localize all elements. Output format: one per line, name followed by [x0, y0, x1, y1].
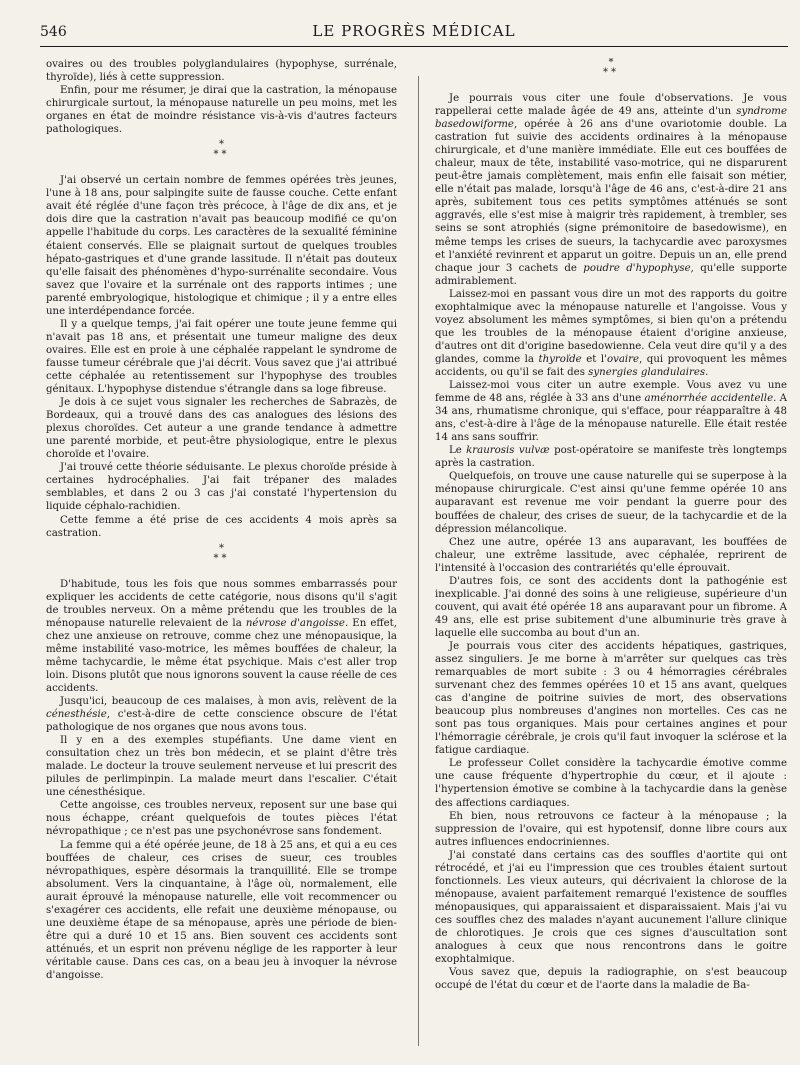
right-column [435, 58, 787, 1058]
paragraph: D'autres fois, ce sont des accidents dont la pathogénie est inexplicable. J'ai donné des soins à une religieuse, supérieure d'un couvent, qui avait été opérée 18 ans auparavant pour un fibrome. A 49 ans, elle est prise subitement d'une albuminurie très grave à laquelle elle succomba au bout d'un an. [435, 575, 787, 639]
text-run: Jusqu'ici, beaucoup de ces malaises, à mon avis, relèvent de la [60, 696, 397, 708]
paragraph [46, 578, 397, 695]
section-separator [46, 140, 397, 170]
separator-star: * [221, 552, 230, 564]
italic-term: poudre d'hypophyse [583, 262, 691, 274]
italic-term: aménorrhée accidentelle [644, 393, 774, 405]
text-run: Laissez-moi vous citer un autre exemple. Vous avez vu une femme de 48 ans, réglée à 33 ans d'une [435, 380, 787, 405]
paragraph: Eh bien, nous retrouvons ce facteur à la ménopause ; la suppression de l'ovaire, qui est hypotensif, donne libre cours aux autres influences endocriniennes. [435, 810, 787, 848]
italic-term: névrose d'angoisse [245, 617, 345, 629]
article-body [46, 58, 786, 1058]
separator-star: * [611, 67, 619, 78]
separator-star: * [219, 139, 224, 151]
paragraph [46, 695, 397, 734]
paragraph: Vous savez que, depuis la radiographie, on s'est beaucoup occupé de l'état du cœur et de l'aorte dans la maladie de Ba- [435, 967, 787, 992]
column-rule [418, 76, 419, 1046]
text-run: . En effet, chez une anxieuse on retrouve, comme chez une ménopausique, la même instabilité vaso-motrice, les mêmes bouffées de chaleur, la même tachycardie, le même état psychique. Mais c'est aller trop loin. Disons plutôt que nous ignorons souvent la cause réelle de ces accidents. [46, 617, 397, 694]
paragraph: J'ai constaté dans certains cas des souffles d'aortite qui ont rétrocédé, et j'ai eu l'impression que ces troubles étaient surtout fonctionnels. Les vieux auteurs, qui décrivaient la chlorose de la ménopause, avaient parfaitement remarqué l'existence de souffles ménopausiques, qui apparaissaient et disparaissaient. Mais j'ai vu ces souffles chez des malades n'ayant aucunement l'allure clinique de chlorotiques. Je crois que ces signes d'auscultation sont analogues à ceux que nous rencontrons dans le goitre exophtalmique. [435, 849, 787, 966]
text-run: Le [449, 445, 467, 457]
paragraph: Il y a quelque temps, j'ai fait opérer une toute jeune femme qui n'avait pas 18 ans, et présentait une tumeur maligne des deux ovaires. Elle est en proie à une céphalée rappelant le syndrome de fausse tumeur cérébrale que j'ai décrit. Vous savez que j'ai attribué cette céphalée au retentissement sur l'hypophyse des troubles génitaux. L'hypophyse distendue s'étrangle dans sa loge fibreuse. [46, 318, 397, 396]
paragraph: J'ai trouvé cette théorie séduisante. Le plexus choroïde préside à certaines hydrocéphalies. J'ai fait trépaner des malades semblables, et dans 2 ou 3 cas j'ai constaté l'hypertension du liquide céphalo-rachidien. [46, 462, 397, 513]
section-separator [46, 544, 397, 574]
italic-term: thyroïde [538, 353, 582, 365]
text-run: Je pourrais vous citer une foule d'observations. Je vous rappellerai cette malade âgée de 49 ans, atteinte d'un [435, 93, 787, 118]
text-run: , c'est-à-dire de cette conscience obscure de l'état pathologique de nos organes que nous avons tous. [46, 709, 397, 734]
paragraph: Cette angoisse, ces troubles nerveux, reposent sur une base qui nous échappe, créant quelquefois de toutes pièces l'état névropathique ; ce n'est pas une psychonévrose sans fondement. [46, 800, 397, 838]
paragraph: ovaires ou des troubles polyglandulaires (hypophyse, surrénale, thyroïde), liés à cette suppression. [46, 59, 397, 84]
separator-star: * [213, 552, 222, 564]
journal-title: LE PROGRÈS MÉDICAL [312, 22, 516, 40]
left-column [46, 58, 397, 1058]
paragraph: Le professeur Collet considère la tachycardie émotive comme une cause fréquente d'hypertrophie du cœur, et il ajoute : l'hypertension émotive se combine à la tachycardie dans la genèse des affections cardiaques. [435, 758, 787, 809]
text-run: , qui provoquent les mêmes accidents, ou qu'il se fait des [435, 353, 787, 378]
separator-star: * [603, 67, 611, 78]
text-run: . A 34 ans, rhumatisme chronique, qui s'efface, pour réapparaître à 48 ans, c'est-à-dire à l'âge de la ménopause naturelle. Elle était restée 14 ans sans souffrir. [435, 393, 787, 444]
text-run: , opérée à 26 ans d'une ovariotomie double. La castration fut suivie des accidents ordinaires à la ménopause chirurgicale, et d'une manière immédiate. Elle eut ces bouffées de chaleur, maux de tête, instabilité vaso-motrice, qui ne disparurent peut-être jamais complètement, mais enfin elle faisait son métier, elle n'était pas malade, lorsqu'à l'âge de 46 ans, c'est-à-dire 21 ans après, subitement tous ces petits symptômes atténués se sont aggravés, elle s'est mise à maigrir très rapidement, à trembler, ses seins se sont atrophiés (signe prémonitoire de basedowisme), en même temps les crises de sueurs, la tachycardie avec paroxysmes et l'anxiété revinrent et apparut un goitre. Depuis un an, elle prend chaque jour 3 cachets de [435, 119, 787, 274]
page-header [40, 10, 788, 47]
italic-term: synergies glandulaires [588, 366, 706, 378]
paragraph: Je pourrais vous citer des accidents hépatiques, gastriques, assez singuliers. Je me borne à m'arrêter sur quelques cas très remarquables de mort subite : 3 ou 4 hémorragies cérébrales survenant chez des femmes opérées 10 et 15 ans avant, quelques cas d'angine de poitrine suivies de mort, des observations beaucoup plus nombreuses d'angines non mortelles. Ces cas ne sont pas tous organiques. Mais pour certaines angines et pour l'hémorragie cérébrale, je crois qu'il faut invoquer la sclérose et la fatigue cardiaque. [435, 640, 787, 757]
paragraph: Cette femme a été prise de ces accidents 4 mois après sa castration. [46, 514, 397, 539]
italic-term: cénesthésie [46, 709, 107, 721]
paragraph: J'ai observé un certain nombre de femmes opérées très jeunes, l'une à 18 ans, pour salpingite suite de fausse couche. Cette enfant avait été réglée d'une façon très précoce, à l'âge de dix ans, et je dois dire que la castration n'avait pas beaucoup modifié ce qu'on appelle l'habitude du corps. Les caractères de la sexualité féminine étaient conservés. Elle se plaignait surtout de quelques troubles hépato-gastriques et d'une grande lassitude. Il n'était pas douteux qu'elle faisait des phénomènes d'hypo-surrénalite secondaire. Vous savez que l'ovaire et la surrénale ont des rapports intimes ; une parenté embryologique, histologique et chimique ; il y a entre elles une interdépendance forcée. [46, 175, 397, 317]
text-run: . [705, 366, 709, 378]
italic-term: ovaire [606, 353, 640, 365]
paragraph [435, 288, 787, 379]
text-run: post-opératoire se manifeste très longtemps après la castration. [435, 445, 787, 470]
paragraph: Quelquefois, on trouve une cause naturelle qui se superpose à la ménopause chirurgicale. C'est ainsi qu'une femme opérée 10 ans auparavant est revenue me voir pendant la guerre pour des bouffées de chaleur, des crises de sueur, de la tachycardie et de la dépression mélancolique. [435, 471, 787, 535]
page-number: 546 [40, 24, 67, 40]
text-run: , qu'elle supporte admirablement. [435, 262, 787, 287]
paragraph: Enfin, pour me résumer, je dirai que la castration, la ménopause chirurgicale surtout, la ménopause naturelle un peu moins, met les organes en état de moindre résistance vis-à-vis d'autres facteurs pathologiques. [46, 85, 397, 136]
section-separator [435, 58, 787, 88]
separator-star: * [608, 58, 614, 68]
paragraph: La femme qui a été opérée jeune, de 18 à 25 ans, et qui a eu ces bouffées de chaleur, ces crises de sueur, ces troubles névropathiques, espère désormais la tranquillité. Elle se trompe absolument. Vers la cinquantaine, à l'âge où, normalement, elle aurait éprouvé la ménopause naturelle, elle voit recommencer ou s'exagérer ces accidents, elle refait une deuxième ménopause, ou une deuxième étape de sa ménopause, après une période de bien-être qui a duré 10 et 15 ans. Bien souvent ces accidents sont atténués, et un esprit non prévenu néglige de les rapporter à leur véritable cause. Dans ces cas, on a beau jeu à invoquer la névrose d'angoisse. [46, 839, 397, 981]
separator-star: * [213, 149, 222, 161]
separator-star: * [221, 149, 230, 161]
paragraph [435, 92, 787, 288]
paragraph: Il y en a des exemples stupéfiants. Une dame vient en consultation chez un très bon médecin, et se plaint d'être très malade. Le docteur la trouve seulement nerveuse et lui prescrit des pilules de perlimpinpin. La malade meurt dans l'escalier. C'était une cénesthésique. [46, 735, 397, 799]
text-run: Laissez-moi en passant vous dire un mot des rapports du goitre exophtalmique avec la ménopause naturelle et l'angoisse. Vous y voyez absolument les mêmes symptômes, si bien qu'on a prétendu que les troubles de la ménopause étaient d'origine anxieuse, d'autres ont dit d'origine basedowienne. Cela veut dire qu'il y a des glandes, comme la [435, 288, 787, 365]
text-run: D'habitude, tous les fois que nous sommes embarrassés pour expliquer les accidents de cette catégorie, nous disons qu'il s'agit de troubles nerveux. On a même prétendu que les troubles de la ménopause naturelle relevaient de la [46, 578, 397, 629]
paragraph [435, 379, 787, 444]
paragraph: Je dois à ce sujet vous signaler les recherches de Sabrazès, de Bordeaux, qui a trouvé dans des cas analogues des lésions des plexus choroïdes. Cet auteur a une grande tendance à admettre une parenté morbide, et peut-être physiologique, entre le plexus choroïde et l'ovaire. [46, 397, 397, 461]
separator-star: * [219, 542, 224, 554]
italic-term: kraurosis vulvæ [466, 445, 550, 457]
italic-term: syndrome basedowiforme [435, 106, 787, 131]
text-run: et l' [581, 353, 607, 365]
paragraph: Chez une autre, opérée 13 ans auparavant, les bouffées de chaleur, une extrême lassitude, avec céphalée, reprirent de l'intensité à l'occasion des contrariétés qu'elle éprouvait. [435, 536, 787, 574]
paragraph [435, 444, 787, 470]
